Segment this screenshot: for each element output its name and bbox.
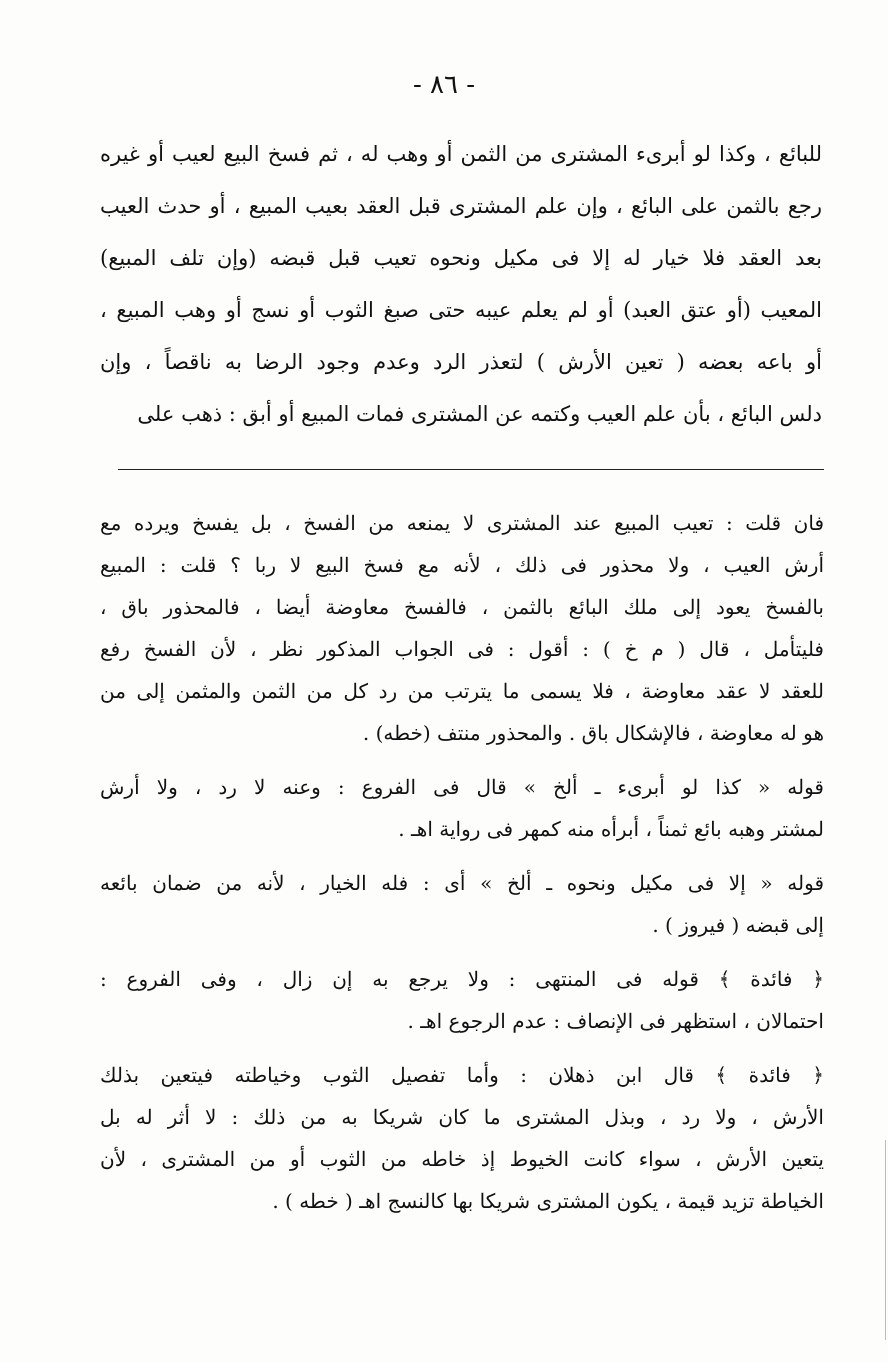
footnote-paragraph [100,502,824,754]
main-text-block [100,128,822,440]
footnote-line: للعقد لا عقد معاوضة ، فلا يسمى ما يترتب من رد كل من الثمن والمثمن إلى من [100,679,824,703]
footnote-paragraph [100,1054,824,1222]
main-text-line: رجع بالثمن على البائع ، وإن علم المشترى قبل العقد بعيب المبيع ، أو حدث العيب [100,194,822,218]
footnote-line: الخياطة تزيد قيمة ، يكون المشترى شريكا بها كالنسج اهـ ( خطه ) . [272,1189,824,1213]
footnote-divider [118,469,824,470]
page-number: - ٨٦ - [412,70,476,100]
footnote-line: لمشتر وهبه بائع ثمناً ، أبرأه منه كمهر فى رواية اهـ . [398,817,824,841]
main-text-line: أو باعه بعضه ( تعين الأرش ) لتعذر الرد وعدم وجود الرضا به ناقصاً ، وإن [100,350,822,374]
footnote-line: قوله « إلا فى مكيل ونحوه ـ ألخ » أى : فله الخيار ، لأنه من ضمان بائعه [100,871,824,895]
footnote-line: فان قلت : تعيب المبيع عند المشترى لا يمنعه من الفسخ ، بل يفسخ ويرده مع [100,511,824,535]
footnote-line: بالفسخ يعود إلى ملك البائع بالثمن ، فالفسخ معاوضة أيضا ، فالمحذور باق ، [100,595,824,619]
main-text-line: دلس البائع ، بأن علم العيب وكتمه عن المشترى فمات المبيع أو أبق : ذهب على [137,402,822,426]
footnote-line: ﴿ فائدة ﴾ قوله فى المنتهى : ولا يرجع به إن زال ، وفى الفروع : [100,967,824,991]
footnote-paragraph [100,862,824,946]
main-text-line: بعد العقد فلا خيار له إلا فى مكيل ونحوه تعيب قبل قبضه (وإن تلف المبيع) [100,246,822,270]
footnote-paragraph [100,766,824,850]
footnote-line: إلى قبضه ( فيروز ) . [652,913,824,937]
footnote-line: ﴿ فائدة ﴾ قال ابن ذهلان : وأما تفصيل الثوب وخياطته فيتعين بذلك [100,1063,824,1087]
footnote-line: فليتأمل ، قال ( م خ ) : أقول : فى الجواب المذكور نظر ، لأن الفسخ رفع [100,637,824,661]
main-text-line: المعيب (أو عتق العبد) أو لم يعلم عيبه حتى صبغ الثوب أو نسج أو وهب المبيع ، [100,298,822,322]
footnote-line: أرش العيب ، ولا محذور فى ذلك ، لأنه مع فسخ البيع لا ربا ؟ قلت : المبيع [100,553,824,577]
footnote-line: احتمالان ، استظهر فى الإنصاف : عدم الرجوع اهـ . [407,1009,824,1033]
footnote-line: يتعين الأرش ، سواء كانت الخيوط إذ خاطه من الثوب أو من المشترى ، لأن [100,1147,824,1171]
footnote-paragraph [100,958,824,1042]
footnote-line: الأرش ، ولا رد ، وبذل المشترى ما كان شريكا به من ذلك : لا أثر له بل [100,1105,824,1129]
footnote-line: قوله « كذا لو أبرىء ـ ألخ » قال فى الفروع : وعنه لا رد ، ولا أرش [100,775,824,799]
main-text-line: للبائع ، وكذا لو أبرىء المشترى من الثمن أو وهب له ، ثم فسخ البيع لعيب أو غيره [100,142,822,166]
footnote-line: هو له معاوضة ، فالإشكال باق . والمحذور منتف (خطه) . [362,721,824,745]
footnotes-block [100,502,824,1234]
page-edge-line [885,1140,886,1340]
